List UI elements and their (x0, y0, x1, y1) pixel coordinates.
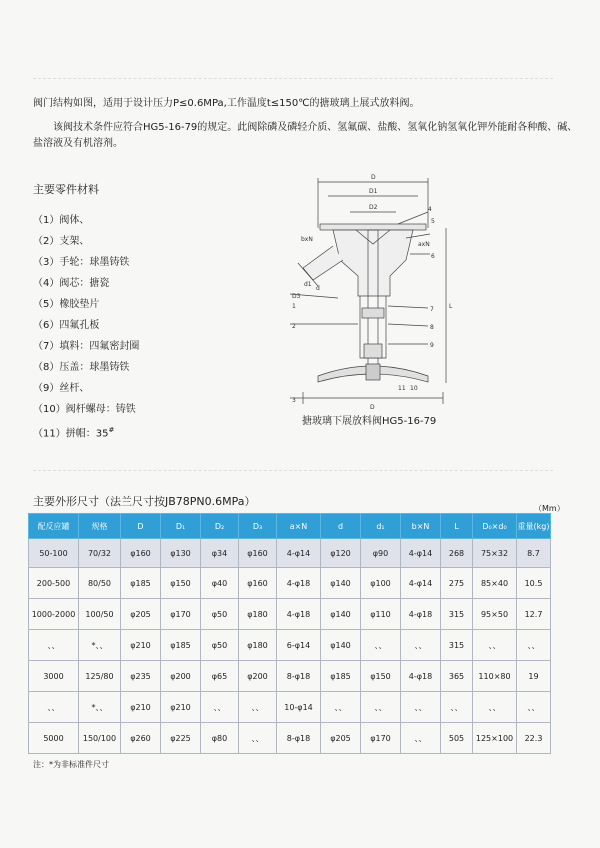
table-cell: 、、 (517, 630, 551, 661)
header-cell: 配反应罐 (29, 514, 79, 539)
materials-item: （3）手轮：球墨铸铁 (33, 257, 130, 268)
table-cell: 、、 (517, 692, 551, 723)
table-cell: 、、 (361, 692, 401, 723)
table-cell: 315 (441, 630, 473, 661)
table-cell: *、、 (79, 630, 121, 661)
table-cell: φ130 (161, 539, 201, 568)
table-cell: φ65 (201, 661, 239, 692)
table-cell: φ235 (121, 661, 161, 692)
materials-title: 主要零件材料 (33, 183, 99, 196)
table-cell: φ210 (121, 692, 161, 723)
intro-text (33, 96, 578, 152)
label-D: D (371, 174, 376, 181)
table-cell: 、、 (441, 692, 473, 723)
table-cell: 268 (441, 539, 473, 568)
table-cell: φ150 (161, 568, 201, 599)
table-row (29, 630, 551, 661)
table-cell: φ160 (239, 539, 277, 568)
label-5: 5 (431, 218, 435, 225)
header-cell: D (121, 514, 161, 539)
table-cell: 、、 (361, 630, 401, 661)
figure-caption: 搪玻璃下展放料阀HG5-16-79 (302, 416, 437, 427)
table-row (29, 692, 551, 723)
label-11: 11 (398, 385, 406, 392)
table-cell: φ205 (321, 723, 361, 754)
table-cell: 4-φ18 (401, 661, 441, 692)
table-cell: 365 (441, 661, 473, 692)
table-cell: 、、 (29, 692, 79, 723)
table-cell: 125×100 (473, 723, 517, 754)
table-cell: 4-φ18 (277, 568, 321, 599)
table-cell: φ120 (321, 539, 361, 568)
table-cell: 75×32 (473, 539, 517, 568)
table-cell: 6-φ14 (277, 630, 321, 661)
table-cell: φ185 (321, 661, 361, 692)
divider (33, 470, 553, 471)
materials-list (33, 210, 139, 441)
table-cell: 10-φ14 (277, 692, 321, 723)
label-4: 4 (428, 206, 432, 213)
table-cell: 、、 (473, 630, 517, 661)
label-D1: D1 (369, 188, 378, 195)
table-cell: 150/100 (79, 723, 121, 754)
table-cell: 10.5 (517, 568, 551, 599)
table-cell: 、、 (321, 692, 361, 723)
table-cell: 5000 (29, 723, 79, 754)
label-8: 8 (430, 324, 434, 331)
table-header-row (29, 514, 551, 539)
table-cell: 8-φ18 (277, 723, 321, 754)
table-cell: φ210 (161, 692, 201, 723)
table-cell: φ180 (239, 599, 277, 630)
table-cell: 12.7 (517, 599, 551, 630)
header-cell: D₁ (161, 514, 201, 539)
label-axN: axN (418, 241, 430, 248)
table-row (29, 539, 551, 568)
table-cell: φ140 (321, 599, 361, 630)
table-cell: 、、 (201, 692, 239, 723)
label-9: 9 (430, 342, 434, 349)
table-cell: φ140 (321, 630, 361, 661)
table-cell: 315 (441, 599, 473, 630)
label-6: 6 (431, 253, 435, 260)
header-cell: D₃ (239, 514, 277, 539)
table-cell: φ200 (239, 661, 277, 692)
table-cell: φ150 (361, 661, 401, 692)
table-cell: 85×40 (473, 568, 517, 599)
table-cell: 8.7 (517, 539, 551, 568)
materials-item: （5）橡胶垫片 (33, 299, 100, 310)
header-cell: 规格 (79, 514, 121, 539)
materials-item: （2）支架、 (33, 236, 90, 247)
header-cell: d (321, 514, 361, 539)
materials-item-last (33, 420, 139, 441)
table-cell: φ50 (201, 599, 239, 630)
table-cell: φ90 (361, 539, 401, 568)
label-1: 1 (292, 303, 296, 310)
header-cell: D₂ (201, 514, 239, 539)
materials-item-last-sup: # (108, 426, 115, 434)
table-cell: φ140 (321, 568, 361, 599)
table-cell: 、、 (401, 692, 441, 723)
label-D3: D3 (292, 293, 301, 300)
table-cell: φ160 (121, 539, 161, 568)
label-d1: d1 (304, 281, 312, 288)
table-cell: 70/32 (79, 539, 121, 568)
label-2: 2 (292, 323, 296, 330)
label-L: L (449, 303, 453, 310)
intro-line-1: 阀门结构如图，适用于设计压力P≤0.6MPa,工作温度t≤150℃的搪玻璃上展式放料阀。 (33, 98, 420, 109)
table-cell: φ185 (161, 630, 201, 661)
label-bxN: bxN (301, 236, 313, 243)
divider (33, 78, 553, 79)
label-10: 10 (410, 385, 418, 392)
header-cell: d₁ (361, 514, 401, 539)
table-row (29, 568, 551, 599)
materials-item-last-text: （11）拼帽：35 (33, 428, 109, 440)
table-cell: φ34 (201, 539, 239, 568)
label-D2: D2 (369, 204, 378, 211)
intro-line-2: 该阀技术条件应符合HG5-16-79的规定。此阀除磷及磷轻介质、氢氟碳、盐酸、氢氧化钠氢氧化钾外能耐各种酸、碱、盐溶液及有机溶剂。 (33, 122, 578, 149)
table-cell: 22.3 (517, 723, 551, 754)
header-cell: b×N (401, 514, 441, 539)
table-cell: 19 (517, 661, 551, 692)
label-d: d (316, 285, 320, 292)
table-cell: 、、 (401, 630, 441, 661)
table-cell: 4-φ14 (277, 539, 321, 568)
dimensions-table (28, 513, 551, 754)
table-cell: 4-φ14 (401, 568, 441, 599)
header-cell: L (441, 514, 473, 539)
materials-item: （4）阀芯：搪瓷 (33, 278, 110, 289)
table-cell: φ160 (239, 568, 277, 599)
table-cell: 4-φ18 (401, 599, 441, 630)
label-7: 7 (430, 306, 434, 313)
header-cell: a×N (277, 514, 321, 539)
table-cell: 、、 (29, 630, 79, 661)
label-3: 3 (292, 397, 296, 404)
dimensions-title: 主要外形尺寸（法兰尺寸按JB78PN0.6MPa） (33, 495, 256, 508)
header-cell: D₀×d₀ (473, 514, 517, 539)
table-cell: φ210 (121, 630, 161, 661)
table-cell: 80/50 (79, 568, 121, 599)
table-cell: 275 (441, 568, 473, 599)
table-cell: φ170 (361, 723, 401, 754)
materials-item: （8）压盖：球墨铸铁 (33, 362, 130, 373)
table-cell: φ200 (161, 661, 201, 692)
table-cell: 3000 (29, 661, 79, 692)
materials-item: （7）填料：四氟密封圈 (33, 341, 140, 352)
table-cell: φ40 (201, 568, 239, 599)
table-cell: φ100 (361, 568, 401, 599)
header-cell: 重量(kg) (517, 514, 551, 539)
table-cell: 4-φ18 (277, 599, 321, 630)
table-cell: 、、 (239, 723, 277, 754)
table-cell: φ170 (161, 599, 201, 630)
materials-item: （6）四氟孔板 (33, 320, 100, 331)
unit-label: （Mm） (534, 504, 565, 513)
materials-item: （10）阀杆螺母：铸铁 (33, 404, 136, 415)
table-cell: φ205 (121, 599, 161, 630)
table-cell: 505 (441, 723, 473, 754)
table-cell: 8-φ18 (277, 661, 321, 692)
table-cell: 、、 (401, 723, 441, 754)
table-cell: 100/50 (79, 599, 121, 630)
table-row (29, 599, 551, 630)
table-cell: *、、 (79, 692, 121, 723)
table-cell: φ260 (121, 723, 161, 754)
table-cell: 110×80 (473, 661, 517, 692)
table-cell: φ185 (121, 568, 161, 599)
table-cell: φ80 (201, 723, 239, 754)
materials-item: （9）丝杆、 (33, 383, 90, 394)
table-cell: 、、 (239, 692, 277, 723)
table-note: 注：*为非标准件尺寸 (33, 760, 109, 769)
table-cell: 125/80 (79, 661, 121, 692)
materials-item: （1）阀体、 (33, 215, 90, 226)
table-cell: 95×50 (473, 599, 517, 630)
table-cell: φ50 (201, 630, 239, 661)
table-row (29, 661, 551, 692)
table-cell: 50-100 (29, 539, 79, 568)
table-cell: 200-500 (29, 568, 79, 599)
table-cell: φ225 (161, 723, 201, 754)
label-D0: D (370, 404, 375, 411)
valve-drawing (278, 168, 473, 430)
table-cell: 4-φ14 (401, 539, 441, 568)
table-cell: 1000-2000 (29, 599, 79, 630)
table-cell: 、、 (473, 692, 517, 723)
table-cell: φ110 (361, 599, 401, 630)
table-cell: φ180 (239, 630, 277, 661)
table-row (29, 723, 551, 754)
